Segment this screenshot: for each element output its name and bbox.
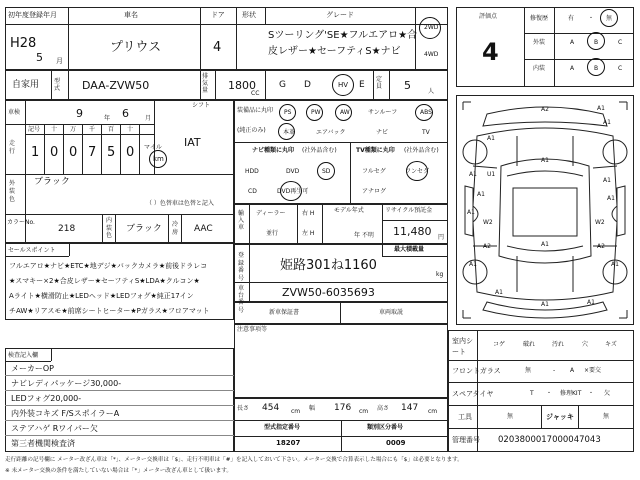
dmg-label: A1	[611, 261, 619, 268]
registration-number: 姫路301ね1160	[280, 258, 377, 273]
dmg-label: A1	[477, 191, 485, 198]
glass-dash: -	[553, 367, 556, 374]
capacity-label: 定員	[376, 76, 383, 91]
color-no-label: カラーNo.	[7, 219, 35, 226]
equip-navi: ナビ	[376, 129, 389, 136]
sales-label: セールスポイント	[8, 247, 56, 254]
capacity: 5	[404, 79, 411, 92]
door-count: 4	[213, 40, 222, 55]
tools-value: 無	[507, 413, 514, 420]
management-number: 0203800017000047043	[498, 435, 601, 445]
dmg-label: A1	[587, 299, 595, 306]
glass-a: A	[570, 367, 575, 374]
repair-label: 修復歴	[530, 15, 549, 22]
length-unit: cm	[291, 408, 301, 415]
mileage-label: 走行	[9, 140, 16, 155]
equip-ps-circle	[279, 104, 296, 121]
cc-unit: CC	[251, 90, 260, 97]
model-year-label: モデル年式	[334, 207, 364, 214]
odo-head-ten: 十	[51, 126, 58, 133]
ext-grade-b-circle	[587, 32, 605, 50]
glass-none: 無	[525, 367, 532, 374]
equipment-title: 装備品に丸印	[237, 107, 274, 114]
spec-number: 18207	[276, 439, 301, 447]
length-label: 長さ	[237, 405, 250, 412]
equip-abs-circle	[415, 104, 433, 121]
dmg-label: A2	[541, 106, 549, 113]
inspection-year: 9	[76, 107, 83, 120]
width-unit: cm	[359, 408, 369, 415]
dmg-label: A1	[469, 261, 477, 268]
navi-dvd: DVD	[286, 168, 300, 175]
displacement: 1800	[228, 79, 256, 92]
seat-stain: 汚れ	[552, 341, 565, 348]
ext-grade-b: B	[594, 39, 599, 46]
equip-airbag: エアバック	[316, 129, 346, 136]
navi-dvd-playback: DVD再生可	[277, 188, 309, 195]
interior-color: ブラック	[126, 224, 162, 234]
ext-grade-c: C	[618, 39, 623, 46]
import-lhd: 左 H	[302, 230, 315, 237]
equip-aw: AW	[340, 109, 350, 116]
seat-tear: 破れ	[523, 341, 536, 348]
use-type: 自家用	[12, 80, 40, 90]
interior-seat-label: 室内シート	[452, 337, 473, 356]
inspection-year-unit: 年	[104, 115, 111, 122]
odo-head-hyaku: 百	[108, 126, 115, 133]
drive-2wd: 2WD	[424, 24, 439, 31]
grade-line1: Sツーリング'SE★フルエアロ★合	[268, 30, 418, 41]
height-unit: cm	[428, 408, 438, 415]
sales-line: Aライト★横滑防止★LEDヘッド★LEDフォグ★純正17イン	[9, 292, 194, 300]
odo-digit: 1	[31, 145, 40, 160]
capacity-unit: 人	[428, 88, 435, 95]
ext-grade-a: A	[570, 39, 575, 46]
chassis-number: ZVW50-6035693	[282, 286, 375, 299]
sales-line: ★スマキー×2★合皮レザー★セーフティS★LDA★クルコン★	[9, 277, 200, 285]
score-value: 4	[482, 38, 499, 66]
width-label: 幅	[309, 405, 316, 412]
ac-type: AAC	[194, 224, 213, 234]
fuel-hv: HV	[338, 81, 349, 89]
dmg-label: A1	[541, 241, 549, 248]
import-rhd: 右 H	[302, 210, 315, 217]
inspector-line: LEDフォグ20,000-	[11, 394, 82, 403]
height-value: 147	[401, 403, 419, 413]
car-outline	[457, 96, 633, 324]
shift-label: シフト	[192, 102, 211, 109]
seat-hole: 穴	[582, 341, 589, 348]
import-dealer: ディーラー	[256, 210, 286, 217]
document-row	[234, 302, 448, 324]
odo-head-man: 万	[70, 126, 77, 133]
exterior-label: 外装色	[9, 180, 16, 203]
interior-grade-label: 内装	[533, 65, 546, 72]
navi-subtitle: (社外品含む)	[302, 147, 337, 154]
tv-analog: アナログ	[362, 188, 387, 195]
inspector-line: ステアハゲ Rワイパー欠	[11, 424, 98, 433]
dmg-label: A1	[603, 177, 611, 184]
odo-head-symbol: 記号	[28, 126, 41, 133]
damage-diagram	[456, 95, 634, 325]
dmg-label: A1	[495, 289, 503, 296]
ac-label: 冷房	[172, 221, 179, 236]
load-label: 最大積載量	[394, 246, 425, 253]
jack-label: ジャッキ	[546, 413, 574, 421]
grade-label: グレード	[326, 11, 354, 19]
dmg-label: A1	[603, 119, 611, 126]
fuel-g: G	[279, 80, 286, 90]
navi-hdd: HDD	[245, 168, 259, 175]
exterior-grade-label: 外装	[533, 39, 546, 46]
navi-sd: SD	[322, 168, 331, 175]
equip-sunroof: サンルーフ	[368, 109, 398, 116]
dmg-label: A1	[469, 171, 477, 178]
height-label: 高さ	[377, 405, 390, 412]
seat-burn: コゲ	[493, 341, 506, 348]
navi-title: ナビ種類に丸印	[252, 147, 295, 154]
jack-value: 無	[603, 413, 610, 420]
front-glass-label: フロントガラス	[452, 367, 501, 375]
first-reg-label: 初年度登録年月	[8, 11, 57, 19]
owners-manual: 車両取説	[379, 309, 404, 316]
dmg-label: A1	[541, 301, 549, 308]
drive-4wd: 4WD	[424, 51, 439, 58]
inspector-label: 検査記入欄	[8, 352, 39, 359]
fuel-e: E	[359, 80, 365, 90]
km-circle	[149, 150, 167, 168]
inspection-label: 車検	[8, 109, 21, 116]
inspector-line: 第三者機関検査済	[11, 439, 75, 448]
inspector-line: 内外装コキズ F/SスポイラーA	[11, 409, 120, 418]
reg-month: 5	[36, 51, 43, 64]
mile-label: マイル	[144, 144, 162, 151]
dmg-label: A1	[597, 105, 605, 112]
dmg-label: U1	[487, 171, 496, 178]
sales-line: チAW★リアスモ★前席シートヒーター★Pガラス★フロアマット	[9, 307, 210, 315]
dmg-label: A1	[607, 195, 615, 202]
equip-pw: PW	[311, 109, 321, 116]
equip-tv: TV	[422, 129, 430, 136]
remarks-block	[234, 324, 448, 398]
interior-color-label: 内装色	[106, 217, 113, 239]
fuel-d: D	[304, 80, 311, 90]
dmg-label: W2	[483, 219, 493, 226]
tv-oneseg-circle	[406, 161, 428, 181]
footer-note: ※ 未メーター交換の条件を満たしていない場合は「*」メーター改ざん車として扱います。	[5, 468, 232, 474]
shift-type: IAT	[184, 136, 201, 149]
repair-yes: 有	[568, 15, 575, 22]
tv-title: TV種類に丸印	[356, 147, 395, 154]
exterior-color: ブラック	[34, 177, 70, 187]
model-year-sub: 年 不明	[354, 232, 374, 239]
spare-tire-label: スペアタイヤ	[452, 390, 494, 398]
equip-abs: ABS	[420, 109, 432, 116]
spare-t: T	[530, 390, 534, 397]
model-code: DAA-ZVW50	[82, 79, 150, 92]
class-number: 0009	[386, 439, 406, 447]
dmg-label: W2	[595, 219, 605, 226]
fuel-hv-circle	[332, 74, 354, 96]
inspection-month: 6	[122, 107, 129, 120]
spec-number-label: 型式指定番号	[264, 424, 301, 431]
repair-dot: ・	[588, 15, 595, 22]
equipment-subtitle: (純正のみ)	[237, 127, 266, 134]
dmg-label: A1	[487, 135, 495, 142]
class-number-label: 類別区分番号	[367, 424, 404, 431]
seat-scratch: キズ	[605, 341, 617, 348]
odo-digit: 5	[107, 145, 116, 160]
door-label: ドア	[211, 11, 225, 19]
chassis-label: 車台番号	[238, 285, 245, 314]
car-name-label: 車名	[124, 11, 138, 19]
inspector-line: ナビレディパッケージ30,000-	[11, 379, 122, 388]
int-grade-b-circle	[587, 58, 605, 76]
km-label: km	[153, 155, 164, 163]
car-name: プリウス	[110, 40, 162, 55]
equip-leather: 本革	[283, 129, 296, 136]
navi-cd: CD	[248, 188, 257, 195]
tv-subtitle: (社外品含む)	[404, 147, 439, 154]
recycle-label: リサイクル預託金	[385, 207, 433, 214]
spare-dot1: ・	[546, 390, 553, 397]
import-parallel: 並行	[266, 230, 279, 237]
odo-digit: 0	[50, 145, 59, 160]
odo-digit: 7	[88, 145, 97, 160]
footer-note: 走行距離の記号欄に メーター改ざん車は「*」、メーター交換車は「$」、走行不明車は「#」を記入しておいて下さい。メーター交換で合算表示した場合にも「$」は必要となります。	[5, 457, 463, 463]
navi-dvd-playback-circle	[280, 181, 302, 201]
sales-line: フルエアロ★ナビ★ETC★地デジ★バックカメラ★前後ドラレコ	[9, 262, 208, 270]
dmg-label: A1	[467, 209, 475, 216]
load-unit: kg	[436, 271, 444, 278]
length-value: 454	[262, 403, 280, 413]
spare-missing: 欠	[604, 390, 611, 397]
repair-none-circle	[600, 9, 618, 27]
odo-digit: 0	[126, 145, 135, 160]
recycle-fee: 11,480	[393, 225, 432, 238]
score-label: 評価点	[479, 13, 498, 20]
displacement-label: 排気量	[202, 73, 209, 94]
inspection-month-unit: 月	[145, 115, 152, 122]
odo-head-juu: 十	[127, 126, 134, 133]
import-label: 輸入車	[238, 210, 245, 232]
width-value: 176	[334, 403, 352, 413]
drive-2wd-circle	[419, 17, 441, 39]
equip-aw-circle	[335, 104, 352, 121]
inspector-line: メーカーOP	[11, 364, 54, 373]
odo-head-sen: 千	[89, 126, 96, 133]
tools-label: 工具	[458, 413, 472, 421]
int-grade-c: C	[618, 65, 623, 72]
remarks-label: 注意事項等	[237, 326, 268, 333]
int-grade-b: B	[594, 65, 599, 72]
type-label: 形状	[242, 11, 256, 19]
color-no: 218	[58, 224, 76, 234]
int-grade-a: A	[570, 65, 575, 72]
warranty-book: 新車保証書	[269, 309, 300, 316]
equip-ps: PS	[284, 109, 292, 116]
glass-replace: ×要交	[584, 367, 602, 374]
recycle-unit: 円	[438, 234, 445, 241]
registration-label: 登録番号	[238, 252, 245, 282]
dmg-label: A1	[541, 157, 549, 164]
equip-leather-circle	[278, 123, 295, 140]
management-label: 管理番号	[452, 436, 480, 444]
model-label: 型式	[54, 78, 61, 93]
dmg-label: A2	[597, 243, 605, 250]
exterior-note: （ ）色替車は色替と記入	[146, 200, 214, 207]
spare-dot2: ・	[588, 390, 595, 397]
reg-month-unit: 月	[56, 57, 63, 65]
tv-oneseg: ワンセグ	[405, 168, 430, 175]
dmg-label: A2	[483, 243, 491, 250]
spare-kit: 修理KIT	[560, 390, 582, 397]
grade-line2: 皮レザー★セーフティS★ナビ	[268, 46, 401, 57]
tv-fullseg: フルセグ	[362, 168, 386, 175]
navi-sd-circle	[317, 162, 335, 180]
era-year: H28	[10, 36, 37, 51]
odo-digit: 0	[69, 145, 78, 160]
equip-pw-circle	[306, 104, 323, 121]
repair-none: 無	[606, 15, 613, 22]
